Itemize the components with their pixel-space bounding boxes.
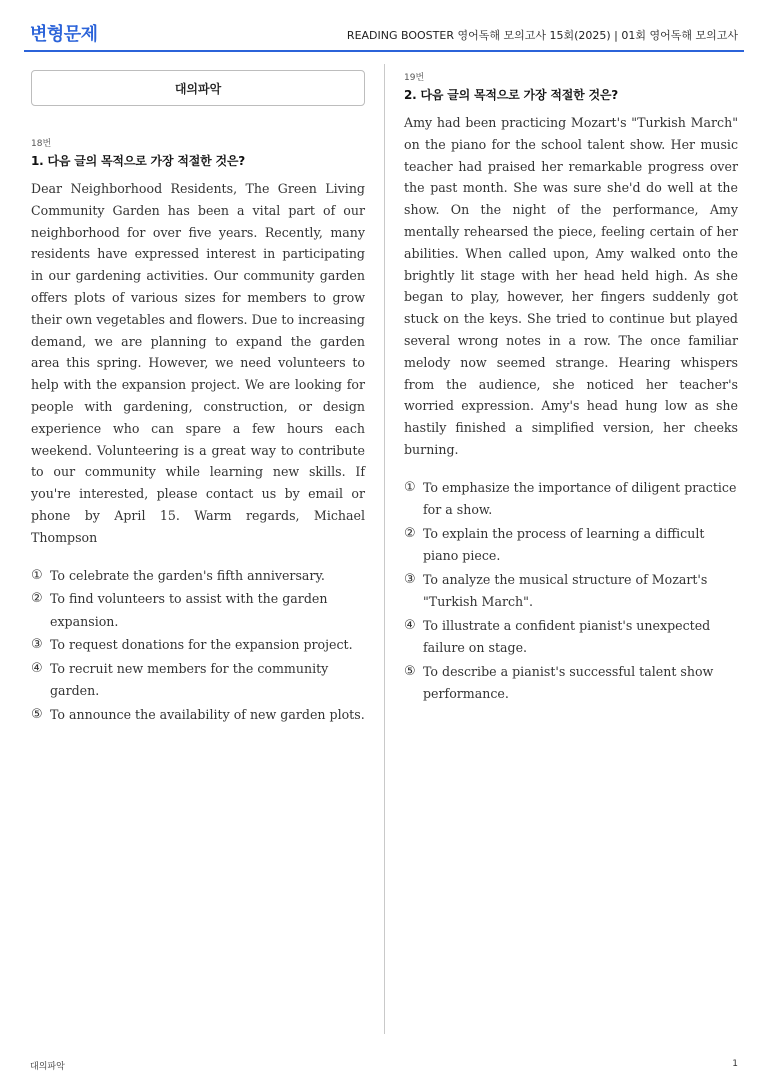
option-number: ④ bbox=[404, 617, 416, 633]
section-title: 대의파악 bbox=[174, 81, 222, 96]
answer-option[interactable] bbox=[31, 704, 365, 727]
option-number: ① bbox=[404, 479, 416, 495]
answer-option[interactable] bbox=[31, 565, 365, 588]
answer-options bbox=[31, 565, 365, 727]
option-text: To describe a pianist's successful talent show performance. bbox=[423, 663, 714, 702]
option-number: ③ bbox=[31, 637, 43, 653]
question-passage: Dear Neighborhood Residents, The Green Living Community Garden has been a vital part of our neighborhood for over five years. Recently, many residents have expressed interest in participating in our gardening activities. Our community garden offers plots of various sizes for members to grow their own vegetables and flowers. Due to increasing demand, we are planning to expand the garden area this spring. However, we need volunteers to help with the expansion project. We are looking for people with gardening, construction, or design experience who can spare a few hours each weekend. Volunteering is a great way to contribute to our community while learning new skills. If you're interested, please contact us by email or phone by April 15. Warm regards, Michael Thompson bbox=[31, 181, 365, 545]
left-column bbox=[31, 70, 365, 727]
header-subtitle: READING BOOSTER 영어독해 모의고사 15회(2025) | 01회 영어독해 모의고사 bbox=[346, 29, 738, 42]
option-number: ② bbox=[31, 591, 43, 607]
option-text: To illustrate a confident pianist's unexpected failure on stage. bbox=[423, 617, 711, 656]
question-number-label: 18번 bbox=[31, 139, 52, 149]
answer-option[interactable] bbox=[404, 569, 738, 614]
option-number: ② bbox=[404, 525, 416, 541]
answer-option[interactable] bbox=[404, 523, 738, 568]
question-title: 1. 다음 글의 목적으로 가장 적절한 것은? bbox=[31, 154, 246, 168]
brand-title: 변형문제 bbox=[30, 24, 98, 45]
option-number: ④ bbox=[31, 660, 43, 676]
option-number: ⑤ bbox=[31, 706, 43, 722]
answer-option[interactable] bbox=[31, 634, 365, 657]
page-header bbox=[24, 18, 744, 52]
option-text: To find volunteers to assist with the garden expansion. bbox=[50, 591, 328, 629]
option-text: To emphasize the importance of diligent practice for a show. bbox=[423, 479, 737, 518]
option-text: To announce the availability of new garden plots. bbox=[50, 706, 365, 722]
question-passage: Amy had been practicing Mozart's "Turkish March" on the piano for the school talent show. Her music teacher had praised her remarkable progress over the past month. She was sure she'd do well at the show. On the night of the performance, Amy mentally rehearsed the piece, feeling certain of her abilities. When called upon, Amy walked onto the brightly lit stage with her head held high. As she began to play, however, her fingers suddenly got stuck on the keys. She tried to continue but played several wrong notes in a row. The once familiar melody now seemed strange. Hearing whispers from the audience, she noticed her teacher's worried expression. Amy's head hung low as she hastily finished a simplified version, her cheeks burning. bbox=[404, 115, 738, 457]
answer-option[interactable] bbox=[404, 661, 738, 706]
page-number: 1 bbox=[732, 1059, 738, 1069]
answer-option[interactable] bbox=[404, 477, 738, 522]
footer-section-label: 대의파악 bbox=[30, 1062, 65, 1072]
right-column bbox=[404, 70, 738, 707]
option-text: To celebrate the garden's fifth anniversary. bbox=[50, 567, 325, 583]
option-text: To explain the process of learning a difficult piano piece. bbox=[423, 525, 705, 564]
option-number: ① bbox=[31, 567, 43, 583]
answer-option[interactable] bbox=[31, 588, 365, 633]
option-number: ⑤ bbox=[404, 663, 416, 679]
answer-options bbox=[404, 477, 738, 706]
section-title-box bbox=[31, 70, 365, 106]
option-text: To request donations for the expansion project. bbox=[50, 637, 353, 653]
question-title: 2. 다음 글의 목적으로 가장 적절한 것은? bbox=[404, 88, 619, 102]
option-text: To recruit new members for the community garden. bbox=[50, 660, 329, 699]
column-divider bbox=[384, 64, 385, 1034]
answer-option[interactable] bbox=[31, 658, 365, 703]
option-number: ③ bbox=[404, 571, 416, 587]
question-number-label: 19번 bbox=[404, 73, 425, 83]
option-text: To analyze the musical structure of Mozart's "Turkish March". bbox=[423, 571, 708, 610]
answer-option[interactable] bbox=[404, 615, 738, 660]
